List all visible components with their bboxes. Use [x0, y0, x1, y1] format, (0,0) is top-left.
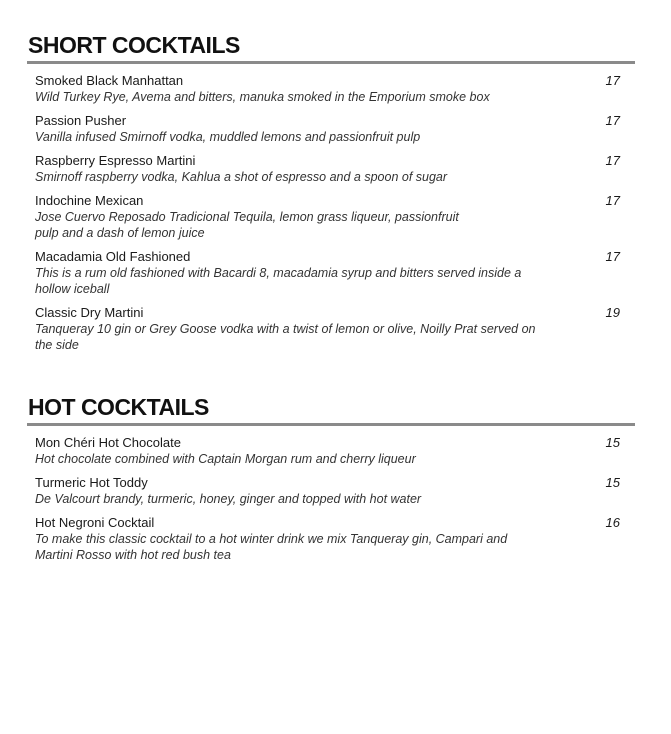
item-description: the side	[35, 338, 79, 352]
item-description: pulp and a dash of lemon juice	[35, 226, 205, 240]
section-heading: HOT COCKTAILS	[28, 394, 209, 420]
item-name: Passion Pusher	[35, 113, 127, 128]
item-description: To make this classic cocktail to a hot winter drink we mix Tanqueray gin, Campari and	[35, 532, 508, 546]
item-description: Tanqueray 10 gin or Grey Goose vodka with a twist of lemon or olive, Noilly Prat served on	[35, 322, 536, 336]
item-price: 17	[605, 73, 620, 88]
menu-item	[27, 305, 635, 353]
item-price: 17	[605, 249, 620, 264]
item-description: Martini Rosso with hot red bush tea	[35, 548, 231, 562]
short-cocktails-section	[27, 31, 635, 361]
item-name: Indochine Mexican	[35, 193, 144, 208]
menu-item	[27, 113, 635, 145]
item-name: Hot Negroni Cocktail	[35, 515, 155, 530]
item-price: 17	[605, 153, 620, 168]
menu-item	[27, 193, 635, 241]
item-description: Wild Turkey Rye, Avema and bitters, manuka smoked in the Emporium smoke box	[35, 90, 490, 104]
item-price: 17	[605, 193, 620, 208]
item-price: 16	[605, 515, 620, 530]
item-description: Vanilla infused Smirnoff vodka, muddled lemons and passionfruit pulp	[35, 130, 421, 144]
menu-item	[27, 435, 635, 467]
menu-item	[27, 73, 635, 105]
item-description: hollow iceball	[35, 282, 110, 296]
hot-cocktails-section	[27, 393, 635, 571]
item-description: This is a rum old fashioned with Bacardi 8, macadamia syrup and bitters served inside a	[35, 266, 522, 280]
item-price: 15	[605, 435, 620, 450]
item-price: 19	[605, 305, 620, 320]
menu-item	[27, 153, 635, 185]
section-divider	[27, 423, 635, 426]
item-description: Jose Cuervo Reposado Tradicional Tequila, lemon grass liqueur, passionfruit	[35, 210, 459, 224]
item-name: Macadamia Old Fashioned	[35, 249, 191, 264]
item-name: Classic Dry Martini	[35, 305, 144, 320]
item-name: Smoked Black Manhattan	[35, 73, 184, 88]
section-heading: SHORT COCKTAILS	[28, 32, 240, 58]
item-description: Hot chocolate combined with Captain Morgan rum and cherry liqueur	[35, 452, 416, 466]
menu-item	[27, 249, 635, 297]
item-price: 15	[605, 475, 620, 490]
menu-item	[27, 515, 635, 563]
item-name: Turmeric Hot Toddy	[35, 475, 148, 490]
menu-item	[27, 475, 635, 507]
item-description: De Valcourt brandy, turmeric, honey, ginger and topped with hot water	[35, 492, 422, 506]
item-name: Raspberry Espresso Martini	[35, 153, 196, 168]
item-name: Mon Chéri Hot Chocolate	[35, 435, 181, 450]
section-divider	[27, 61, 635, 64]
item-price: 17	[605, 113, 620, 128]
item-description: Smirnoff raspberry vodka, Kahlua a shot of espresso and a spoon of sugar	[35, 170, 448, 184]
